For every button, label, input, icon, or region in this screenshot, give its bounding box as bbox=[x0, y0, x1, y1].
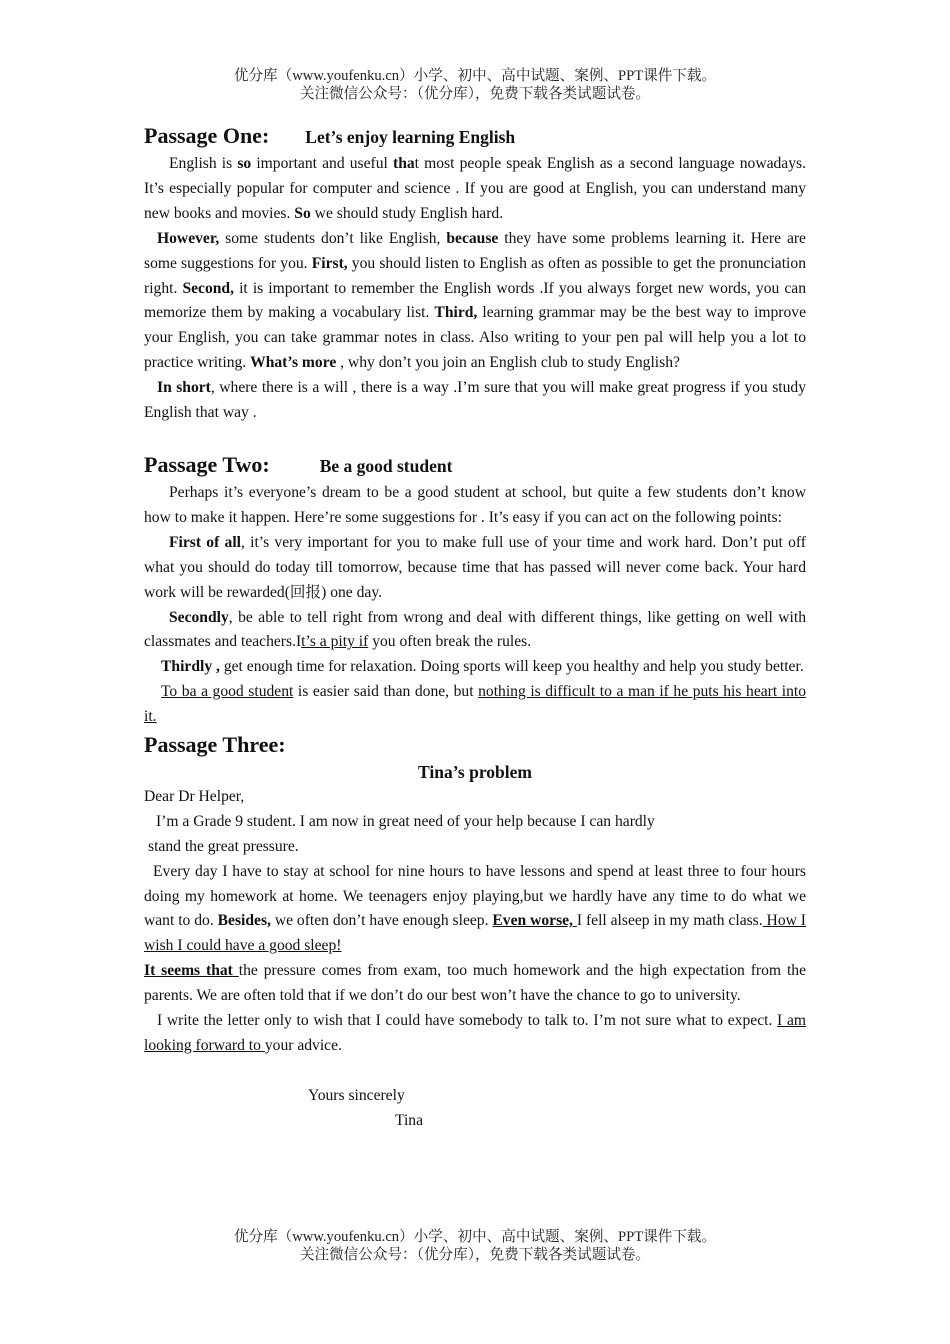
bold-text: First of all bbox=[169, 533, 241, 551]
passage-two-para-1: Perhaps it’s everyone’s dream to be a good student at school, but quite a few students don’t know how to make it happen. Here’re some suggestions for . It’s easy if you can act on the following points: bbox=[144, 483, 806, 526]
passage-one-para-3 bbox=[144, 376, 806, 426]
bold-text: Secondly bbox=[169, 608, 229, 626]
passage-two-label: Passage Two: bbox=[144, 451, 270, 477]
underlined-text: How I wish I could have a good sleep! bbox=[144, 912, 806, 955]
text: Every day I have to stay at school for nine hours to have lessons and spend at least three to four hours doing my homework at home. We teenagers enjoy playing,but we hardly have any time to do what we want to do. bbox=[144, 862, 806, 930]
text: , why don’t you join an English club to study English? bbox=[336, 354, 680, 372]
letter-closing: Yours sincerely bbox=[308, 1086, 405, 1104]
letter-greeting: Dear Dr Helper, bbox=[144, 787, 245, 805]
text: important and useful bbox=[251, 155, 393, 172]
passage-one-title: Let’s enjoy learning English bbox=[305, 127, 516, 147]
letter-para-2 bbox=[144, 959, 806, 1009]
bold-underlined-text: Even worse, bbox=[492, 912, 573, 930]
underlined-text: I am looking forward to bbox=[144, 1012, 806, 1054]
passage-one-heading bbox=[144, 121, 806, 152]
bold-text: First, bbox=[311, 254, 348, 272]
underlined-text: nothing is difficult to a man if he puts his heart into it. bbox=[144, 683, 806, 726]
letter-para-3 bbox=[144, 1009, 806, 1059]
bold-text: However, bbox=[157, 229, 220, 247]
page-header bbox=[0, 67, 950, 103]
text: learning grammar may be the best way to improve your English, you can take grammar notes in class. Also writing to your pen pal will help you a lot to practice writing. bbox=[144, 304, 806, 372]
bold-text: What’s more bbox=[250, 354, 337, 372]
header-line-2: 关注微信公众号：（优分库），免费下载各类试题试卷。 bbox=[299, 86, 651, 102]
text: , where there is a will , there is a way .I’m sure that you will make great progress if you study English that way . bbox=[144, 379, 806, 422]
text: you often break the rules. bbox=[368, 633, 532, 651]
passage-two-title: Be a good student bbox=[319, 455, 453, 476]
text: is easier said than done, but bbox=[293, 683, 479, 701]
underlined-text: To ba a good student bbox=[161, 683, 294, 701]
passage-two-para-4 bbox=[144, 655, 806, 680]
bold-text: Second, bbox=[182, 279, 234, 297]
text: I write the letter only to wish that I could have somebody to talk to. I’m not sure what to expect. bbox=[157, 1012, 778, 1030]
text: they have some problems learning it. Here are some suggestions for you. bbox=[144, 229, 806, 272]
letter-line-2: stand the great pressure. bbox=[148, 837, 299, 855]
passage-two-para-3 bbox=[144, 606, 806, 656]
letter-para-1 bbox=[144, 860, 806, 960]
text: you should listen to English as often as possible to get the pronunciation right. bbox=[144, 254, 806, 297]
passage-three-title: Tina’s problem bbox=[418, 762, 532, 783]
bold-text: tha bbox=[393, 155, 415, 172]
bold-text: Third, bbox=[434, 304, 478, 322]
text: your advice. bbox=[264, 1037, 342, 1054]
bold-text: so bbox=[237, 155, 252, 172]
text: I fell alseep in my math class. bbox=[576, 912, 763, 930]
passage-two-para-2 bbox=[144, 531, 806, 606]
passage-one-para-1 bbox=[144, 152, 806, 227]
text: the pressure comes from exam, too much homework and the high expectation from the parents. We are often told that if we don’t do our best won’t have the chance to go to university. bbox=[144, 962, 806, 1005]
underlined-text: t’s a pity if bbox=[301, 633, 369, 651]
page-footer bbox=[0, 1228, 950, 1264]
text: , it’s very important for you to make full use of your time and work hard. Don’t put off what you should do today till tomorrow, because time that has passed will never come back. Your hard work will be rewarded(回报) one day. bbox=[144, 533, 806, 601]
passage-one-para-2 bbox=[144, 227, 806, 376]
passage-one-label: Passage One: bbox=[144, 123, 270, 148]
text: t most people speak English as a second language nowadays. It’s especially popular for computer and science . If you are good at English, you can understand many new books and movies. bbox=[144, 155, 806, 222]
text: it is important to remember the English words .If you always forget new words, you can memorize them by making a vocabulary list. bbox=[144, 279, 806, 322]
bold-text: Thirdly , bbox=[161, 658, 220, 676]
letter-line-1: I’m a Grade 9 student. I am now in great need of your help because I can hardly bbox=[156, 812, 655, 830]
text: , be able to tell right from wrong and deal with different things, like getting on well with classmates and teachers.I bbox=[144, 608, 806, 651]
text: English is bbox=[169, 155, 238, 172]
header-line-1: 优分库（www.youfenku.cn）小学、初中、高中试题、案例、PPT课件下载。 bbox=[233, 68, 717, 84]
bold-text: In short bbox=[157, 379, 211, 397]
passage-three-heading bbox=[144, 730, 806, 760]
bold-underlined-text: It seems that bbox=[144, 962, 233, 980]
passage-two-para-5 bbox=[144, 680, 806, 730]
text: we should study English hard. bbox=[310, 204, 504, 222]
passage-two-heading bbox=[144, 450, 806, 481]
letter-signature: Tina bbox=[395, 1111, 424, 1129]
passage-three-label: Passage Three: bbox=[144, 732, 286, 758]
text: some students don’t like English, bbox=[219, 229, 447, 247]
text: we often don’t have enough sleep. bbox=[270, 912, 493, 930]
bold-text: Besides, bbox=[217, 912, 271, 930]
document-body bbox=[144, 121, 806, 1134]
text: get enough time for relaxation. Doing sports will keep you healthy and help you study better. bbox=[219, 658, 804, 676]
footer-line-1: 优分库（www.youfenku.cn）小学、初中、高中试题、案例、PPT课件下载。 bbox=[233, 1229, 717, 1245]
bold-text: So bbox=[294, 204, 311, 222]
footer-line-2: 关注微信公众号：（优分库），免费下载各类试题试卷。 bbox=[299, 1247, 651, 1263]
bold-text: because bbox=[446, 229, 499, 247]
